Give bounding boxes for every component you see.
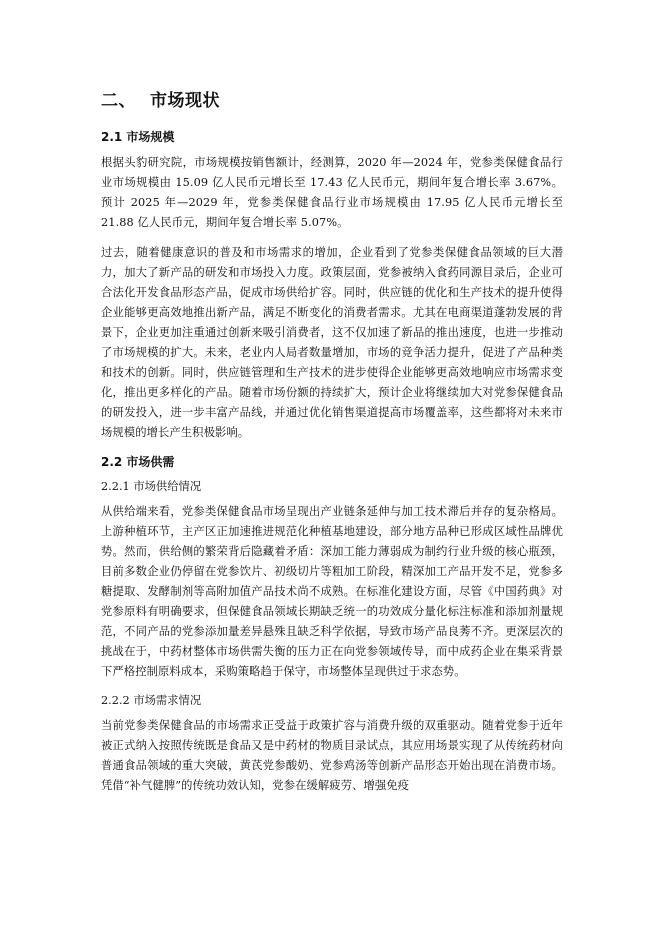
heading-supply-demand: 2.2 市场供需	[101, 455, 175, 469]
paragraph-market-size-1: 根据头豹研究院，市场规模按销售额计，经测算，2020 年—2024 年，党参类保健食品行业市场规模由 15.09 亿人民币元增长至 17.43 亿人民币元，期间年复合增长率 3.67%。预计 2025 年—2029 年，党参类保健食品行业市场规模由 17.95 亿人民币元增长至 21.88 亿人民币元，期间年复合增长率 5.07%。	[101, 156, 563, 229]
paragraph-supply: 从供给端来看，党参类保健食品市场呈现出产业链条延伸与加工技术滞后并存的复杂格局。上游种植环节，主产区正加速推进规范化种植基地建设，部分地方品种已形成区域性品牌优势。然而，供给侧的繁荣背后隐藏着矛盾：深加工能力薄弱成为制约行业升级的核心瓶颈，目前多数企业仍停留在党参饮片、初级切片等粗加工阶段，精深加工产品开发不足，党参多糖提取、发酵制剂等高附加值产品技术尚不成熟。在标准化建设方面，尽管《中国药典》对党参原料有明确要求，但保健食品领域长期缺乏统一的功效成分量化标注标准和添加剂量规范，不同产品的党参添加量差异悬殊且缺乏科学依据，导致市场产品良莠不齐。更深层次的挑战在于，中药材整体市场供需失衡的压力正在向党参领域传导，而中成药企业在集采背景下严格控制原料成本，采购策略趋于保守，市场整体呈现供过于求态势。	[101, 505, 563, 678]
section-number: 二、	[101, 91, 136, 111]
paragraph-demand: 当前党参类保健食品的市场需求正受益于政策扩容与消费升级的双重驱动。随着党参于近年被正式纳入按照传统既是食品又是中药材的物质目录试点，其应用场景实现了从传统药材向普通食品领域的重大突破，黄芪党参酸奶、党参鸡汤等创新产品形态开始出现在消费市场。凭借“补气健脾”的传统功效认知，党参在缓解疲劳、增强免疫	[101, 719, 563, 792]
heading-supply: 2.2.1 市场供给情况	[101, 480, 202, 493]
heading-demand: 2.2.2 市场需求情况	[101, 694, 202, 707]
document-content	[101, 86, 563, 792]
paragraph-market-size-2: 过去，随着健康意识的普及和市场需求的增加，企业看到了党参类保健食品领域的巨大潜力，加大了新产品的研发和市场投入力度。政策层面，党参被纳入食药同源目录后，企业可合法化开发食品形态产品，促成市场供给扩容。同时，供应链的优化和生产技术的提升使得企业能够更高效地推出新产品，满足不断变化的消费者需求。尤其在电商渠道蓬勃发展的背景下，企业更加注重通过创新来吸引消费者，这不仅加速了新品的推出速度，也进一步推动了市场规模的扩大。未来，老业内人局者数量增加，市场的竞争活力提升，促进了产品种类和技术的创新。同时，供应链管理和生产技术的进步使得企业能够更高效地响应市场需求变化，推出更多样化的产品。随着市场份额的持续扩大，预计企业将继续加大对党参保健食品的研发投入，进一步丰富产品线，并通过优化销售渠道提高市场覆盖率，这些都将对未来市场规模的增长产生积极影响。	[101, 246, 563, 439]
section-title-text: 市场现状	[150, 91, 220, 111]
heading-market-size: 2.1 市场规模	[101, 130, 175, 144]
section-title	[101, 86, 563, 111]
